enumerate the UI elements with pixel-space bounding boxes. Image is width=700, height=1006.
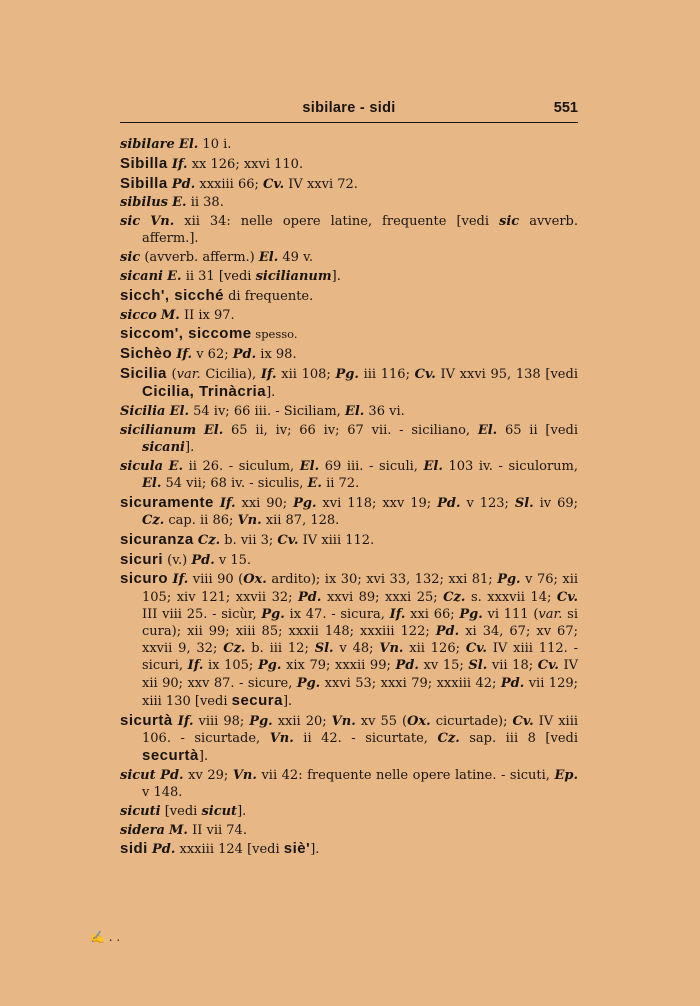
- header-rule: [120, 122, 578, 123]
- entry-sicheo: Sichèo If. v 62; Pd. ix 98.: [120, 345, 297, 363]
- entry-sic-afferm: sic (avverb. afferm.) El. 49 v.: [120, 250, 314, 266]
- entry-sicche: sicch', sicché di frequente.: [120, 286, 314, 304]
- entry-list: [120, 136, 578, 860]
- entry-sicuri: sicuri (v.) Pd. v 15.: [120, 550, 252, 568]
- running-head: [120, 98, 578, 124]
- entry-sibilla-if: Sibilla If. xx 126; xxvi 110.: [120, 154, 304, 172]
- entry-sicurta: sicurtà If. viii 98; Pg. xxii 20; Vn. xv 55 (Ox. cicurtade); Cv. IV xiii 106. - sicurtade, Vn. ii 42. - sicurtate, Cz. sap. iii 8 [vedi securtà].: [120, 711, 579, 764]
- entry-sicilianum: sicilianum El. 65 ii, iv; 66 iv; 67 vii. - siciliano, El. 65 ii [vedi sicani].: [120, 422, 578, 455]
- entry-sidi: sidi Pd. xxxiii 124 [vedi siè'].: [120, 840, 320, 858]
- entry-siccome: siccom', siccome spesso.: [120, 325, 298, 343]
- entry-sicilia-latin: Sicilia El. 54 iv; 66 iii. - Siciliam, El. 36 vi.: [120, 403, 405, 419]
- entry-sicani: sicani E. ii 31 [vedi sicilianum].: [120, 268, 341, 284]
- running-title: sibilare - sidi: [302, 100, 396, 116]
- entry-sic-vn: sic Vn. xii 34: nelle opere latine, frequente [vedi sic avverb. afferm.].: [120, 214, 579, 247]
- page-number: 551: [553, 100, 578, 116]
- entry-sicula: sicula E. ii 26. - siculum, El. 69 iii. - siculi, El. 103 iv. - siculorum, El. 54 vii; 68 iv. - siculis, E. ii 72.: [120, 458, 578, 491]
- entry-sidera: sidera M. II vii 74.: [120, 822, 247, 838]
- entry-sicut: sicut Pd. xv 29; Vn. vii 42: frequente nelle opere latine. - sicuti, Ep. v 148.: [120, 767, 578, 800]
- ink-mark: ✍ . .: [90, 930, 121, 944]
- entry-sicco: sicco M. II ix 97.: [120, 307, 235, 323]
- entry-sicilia-bold: Sicilia (var. Cicilia), If. xii 108; Pg. iii 116; Cv. IV xxvi 95, 138 [vedi Cicilia, Trinàcria].: [120, 364, 578, 401]
- entry-sibilare: sibilare El. 10 i.: [120, 137, 232, 152]
- entry-sibilus: sibilus E. ii 38.: [120, 195, 224, 211]
- entry-sicuro: sicuro If. viii 90 (Ox. ardito); ix 30; xvi 33, 132; xxi 81; Pg. v 76; xii 105; xiv 121; xxvii 32; Pd. xxvi 89; xxxi 25; Cz. s. xxxvii 14; Cv. III viii 25. - sicùr, Pg. ix 47. - sicura, If. xxi 66; Pg. vi 111 (var. si cura); xii 99; xiii 85; xxxii 148; xxxiii 122; Pd. xi 34, 67; xv 67; xxvii 9, 32; Cz. b. iii 12; Sl. v 48; Vn. xii 126; Cv. IV xiii 112. - sicuri, If. ix 105; Pg. xix 79; xxxii 99; Pd. xv 15; Sl. vii 18; Cv. IV xii 90; xxv 87. - sicure, Pg. xxvi 53; xxxi 79; xxxiii 42; Pd. vii 129; xiii 130 [vedi secura].: [120, 570, 579, 709]
- entry-sicuramente: sicuramente If. xxi 90; Pg. xvi 118; xxv 19; Pd. v 123; Sl. iv 69; Cz. cap. ii 86; Vn. xii 87, 128.: [120, 493, 578, 528]
- entry-sibilla-pd: Sibilla Pd. xxxiii 66; Cv. IV xxvi 72.: [120, 174, 358, 192]
- entry-sicuranza: sicuranza Cz. b. vii 3; Cv. IV xiii 112.: [120, 530, 375, 548]
- entry-sicuti: sicuti [vedi sicut].: [120, 803, 247, 819]
